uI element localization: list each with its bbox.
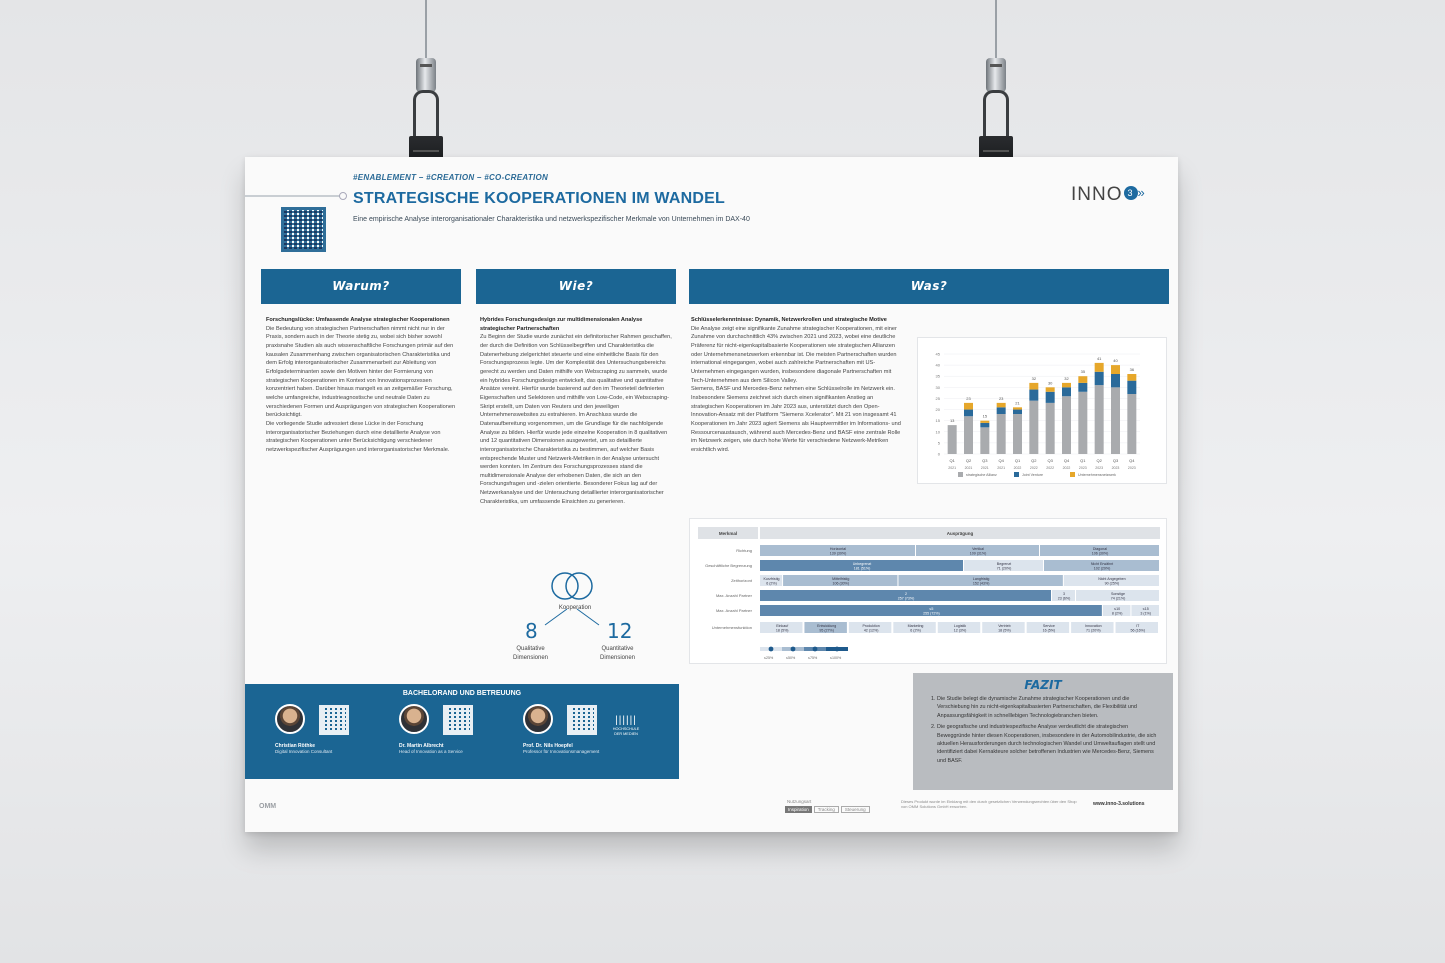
bar-joint-venture [1062,387,1071,396]
cell-label: 3 [1063,591,1065,596]
qr-code[interactable] [281,207,326,252]
cell-value: 257 (73%) [897,596,915,601]
total-label: 32 [1031,375,1037,381]
bar-joint-venture [1029,390,1038,401]
bar-strategische-allianz [1095,385,1104,454]
function-value: 16 (5%) [1042,628,1056,633]
warum-column [266,316,456,455]
was-paragraph-1: Die Analyse zeigt eine signifikante Zunahme strategischer Kooperationen, mit einer Zunahme von durchschnittlich 43% zwischen 2021 und 2023, wobei eine deutliche Präferenz für nicht-eigenkapitalbasierte Kooperationen wie strategischen Allianzen oder Unternehmensnetzwerken erkennbar ist. Die meisten Partnerschaften wurden international eingegangen, wobei auch zahlreiche Partnerschaften mit US-Unternehmen eingegangen wurden, insbesondere diagonale Partnerschaften mit Tech-Unternehmen aus dem Silicon Valley. [691,325,897,384]
bar-joint-venture [1127,381,1136,394]
y-tick-label: 45 [935,351,940,357]
qr-code[interactable] [567,705,597,735]
bar-joint-venture [1046,392,1055,403]
row-label: Geschäftliche Begrenzung [705,563,752,568]
legend-dot [835,647,840,652]
x-tick-year: 2023 [1078,466,1087,470]
cell-label: Kurzfristig [763,576,780,581]
inno3-logo: INNO 3 » [1071,184,1146,205]
y-tick-label: 10 [935,429,940,435]
x-tick-quarter: Q4 [1129,458,1135,463]
y-tick-label: 30 [935,384,940,390]
cell-value: 71 (20%) [996,566,1012,571]
bar-strategische-allianz [1111,387,1120,454]
qualitative-count: 8 [525,619,538,643]
row-label: Richtung [736,548,752,553]
total-label: 13 [949,418,955,424]
row-label: Zeithorizont [731,578,752,583]
bar-strategische-allianz [980,427,989,454]
total-label: 30 [1047,380,1053,386]
total-label: 23 [998,395,1004,401]
bar-unternehmensnetzwerk [1078,376,1087,383]
legend-label: ≤50% [786,656,796,660]
bar-strategische-allianz [1127,394,1136,454]
warum-paragraph-2: Die vorliegende Studie adressiert diese Lücke in der Forschung interorganisatorischer Beziehungen durch eine detaillierte Analyse von strategischen Kooperationen unter Berücksichtigung verschiedener netzwerkspezifischer Ausprägungen und interorganisatorischer Merkmale. [266,420,450,453]
function-label: IT [1136,623,1140,628]
warum-subheading: Forschungslücke: Umfassende Analyse strategischer Kooperationen [266,317,450,323]
supervisor-card [275,704,395,755]
header-merkmal-text: Merkmal [718,531,738,536]
bar-unternehmensnetzwerk [997,403,1006,407]
ring-right-icon [566,573,592,599]
legend-label: ≤75% [808,656,818,660]
cell-label: Vertikal [972,546,984,551]
bar-strategische-allianz [948,425,957,454]
quantitative-label: Quantitative Dimensionen [599,646,636,662]
cell-value: 109 (31%) [969,551,987,556]
y-tick-label: 0 [937,451,940,457]
banner-wie: Wie? [476,269,676,304]
function-label: Innovation [1085,623,1102,628]
legend-swatch [1070,472,1075,477]
bar-joint-venture [1013,410,1022,414]
legend-label: ≤25% [764,656,774,660]
function-value: 56 (16%) [1130,628,1146,633]
was-column [691,316,903,455]
function-value: 95 (27%) [819,628,834,633]
cell-value: 139 (39%) [829,551,847,556]
function-label: Produktion [862,623,880,628]
total-label: 36 [1129,367,1135,372]
legend-dot [769,647,774,652]
bar-unternehmensnetzwerk [1062,383,1071,387]
supervisor-card [399,704,519,755]
row-label: Max. Anzahl Partner [715,593,752,598]
total-label: 15 [982,413,988,419]
x-tick-quarter: Q1 [949,458,955,463]
legend-label: ≤100% [830,656,842,660]
fazit-item: 2. Die geografische und industriespezifische Analyse verdeutlicht die strategischen Beweggründe hinter diesen Kooperationen, insbesondere in der Automobilindustrie, die sich aktuellen Herausforderungen durch technologischen Wandel und Umweltauflagen stellt und identifiziert dabei Kernakteure solcher betroffenen Industrien wie Mercedes-Benz, Siemens und BASF. [937,723,1159,765]
cell-label: 2 [905,591,907,596]
omm-logo: OMM [259,803,277,810]
function-label: Vertrieb [998,623,1011,628]
header-line [245,195,341,197]
cell-value: 90 (25%) [1104,581,1120,586]
function-label: Entwicklung [817,623,837,628]
bar-unternehmensnetzwerk [1029,383,1038,390]
fazit-heading: FAZIT [1024,678,1062,692]
supervisor-name: Dr. Martin Albrecht [399,743,444,749]
cooperation-chart [917,337,1167,484]
bar-unternehmensnetzwerk [1013,407,1022,409]
total-label: 32 [1064,375,1069,381]
y-tick-label: 20 [935,407,940,413]
bar-unternehmensnetzwerk [1095,363,1104,372]
bar-joint-venture [980,423,989,427]
bar-unternehmensnetzwerk [1111,365,1120,374]
x-tick-quarter: Q1 [1014,458,1021,463]
cell-value: 23 (6%) [1057,596,1071,601]
function-value: 18 (5%) [775,628,789,633]
fazit-list [913,692,1173,765]
banner-warum: Warum? [261,269,461,304]
cell-label: Mittelfristig [832,576,850,581]
legend-swatch [1014,472,1019,477]
characteristics-table [689,518,1167,664]
cell-label: Nicht Angegeben [1098,576,1126,581]
cell-label: Unbegrenzt [852,561,872,566]
x-tick-quarter: Q4 [1063,458,1070,463]
ring-left-icon [552,573,578,599]
school-logo: |||||| HOCHSCHULE DER MEDIEN [612,715,640,736]
bar-strategische-allianz [997,414,1006,454]
total-label: 41 [1096,355,1102,361]
legend-dot [791,647,796,652]
cell-label: ≤5 [929,606,934,611]
x-tick-year: 2023 [1127,466,1136,470]
function-value: 42 (12%) [863,628,879,633]
wie-subheading: Hybrides Forschungsdesign zur multidimensionalen Analyse strategischer Partnerschaften [480,317,643,332]
x-tick-quarter: Q2 [1096,458,1102,463]
cell-value: 102 (29%) [1093,566,1111,571]
legend-dot [813,647,818,652]
avatar [399,704,429,734]
x-tick-quarter: Q3 [982,458,988,463]
x-tick-year: 2022 [1062,466,1071,470]
cell-value: 152 (43%) [972,581,990,586]
supervisor-name: Prof. Dr. Nils Hoepfel [523,743,573,749]
x-tick-year: 2022 [1046,466,1055,470]
cell-value: 6 (2%) [766,581,777,586]
usage-steuerung: Steuerung [841,806,870,813]
cell-label: ≤15 [1142,606,1149,611]
cell-value: 74 (21%) [1110,596,1126,601]
chart-svg [918,338,1168,485]
total-label: 23 [966,395,971,401]
x-tick-quarter: Q4 [998,458,1004,463]
qr-code[interactable] [443,705,473,735]
x-tick-quarter: Q1 [1080,458,1086,463]
bar-strategische-allianz [1013,414,1022,454]
cell-label: Horizontal [829,546,847,551]
x-tick-year: 2021 [980,466,989,470]
cell-label: Langfristig [972,576,990,581]
usage-inspiration: Inspiration [785,806,812,813]
cell-value: 181 (51%) [853,566,871,571]
cooperation-label: Kooperation [558,605,592,611]
supervisor-role: Digital Innovation Consultant [275,749,333,754]
cell-value: 106 (30%) [1091,551,1109,556]
wie-paragraph-1: Zu Beginn der Studie wurde zunächst ein definitorischer Rahmen geschaffen, der durch die Definition von Schlüsselbegriffen und Charakteristika die Datenerhebung zielgerichtet steuerte und eine einheitliche Basis für den Forschungsprozess legte. Um der Komplexität des Untersuchungsbereichs gerecht zu werden und Daten mithilfe von Webscraping zu sammeln, wurde ein hybrides Forschungsdesign entwickelt, das qualitative und quantitative Ansätze vereint. Hierfür wurde basierend auf den im Theorieteil definierten Eigenschaften und Selektoren und mithilfe von Low-Code, ein Webscraping-Skript erstellt, um Daten von Reuters und den jeweiligen Unternehmenswebsites zu extrahieren. Im Anschluss wurde die Datenaufbereitung vorgenommen, um die Grundlage für die nachfolgende Analyse zu bilden. Hierfür wurde jede einzelne Kooperation in 8 qualitativen und 12 quantitativen Dimensionen ausgewertet, um so detaillierte interorganisatorische Charakteristika zu bestimmen, auf welcher Basis entsprechende Muster und Netzwerk-Metriken in der Analyse untersucht werden konnten. Im Zentrum des Forschungsprozesses stand die multidimensionale Analyse der erhobenen Daten, die sich an den Forschungsfragen und -zielen orientierte. Besonderer Fokus lag auf der Netzwerkanalyse und der Untersuchung detaillierter interorganisatorischer Charakteristika, um umfassende Einsichten zu generieren. [480,334,672,505]
poster-subtitle: Eine empirische Analyse interorganisationaler Charakteristika und netzwerkspezifischer Merkmale von Unternehmen im DAX-40 [353,216,750,223]
bar-unternehmensnetzwerk [964,403,973,410]
bar-strategische-allianz [1078,392,1087,454]
bar-unternehmensnetzwerk [980,421,989,423]
function-value: 12 (3%) [953,628,967,633]
was-paragraph-2: Siemens, BASF und Mercedes-Benz nehmen eine Schlüsselrolle im Netzwerk ein. Insbesondere Siemens zeichnet sich durch einen signifikanten Anstieg an strategischen Kooperationen im Jahr 2023 aus, unterstützt durch den Open-Innovation-Ansatz mit der Plattform "Siemens Xcelerator". Mit 21 von insgesamt 41 Kooperationen im Jahr 2023 agiert Siemens als Hauptvermittler im Informations- und Ressourcenaustausch, während auch Mercedes-Benz und BASF eine zentrale Rolle im Netzwerk zeigen, wie durch hohe Werte für verschiedene Netzwerk-Metriken ersichtlich wird. [691,386,901,453]
fazit-box [913,673,1173,790]
row-label: Unternehmensfunktion [711,625,752,630]
total-label: 40 [1113,358,1118,364]
bar-joint-venture [1078,383,1087,392]
warum-paragraph-1: Die Bedeutung von strategischen Partnerschaften nimmt nicht nur in der Praxis, sondern auch in der Theorie stetig zu, wobei sich bisher sowohl praxisnahe Studien als auch wissenschaftliche Forschungen primär auf den kausalen Zusammenhang zwischen organisatorischen Charakteristika und dem Erfolg interorganisatorischer Zusammenarbeit zur Ableitung von Erfolgsdeterminanten sowie den Motiven hinter der Formierung von strategischen Kooperationen im Kontext von Innovationsprozessen konzentriert haben. Darüber hinaus mangelt es an zeitgemäßer Forschung, welche umfangreiche, industrieagnostische und neutrale Daten zu verschiedenen Formen und Ausprägungen von strategischen Kooperationen berücksichtigt. [266,325,456,419]
supervision-panel [245,684,679,779]
cell-value: 3 (1%) [1140,611,1152,616]
x-tick-year: 2022 [1013,466,1022,470]
poster-title: STRATEGISCHE KOOPERATIONEN IM WANDEL [353,190,725,207]
total-label: 35 [1080,369,1086,375]
bar-strategische-allianz [964,416,973,454]
usage-labels [785,806,870,813]
supervisor-name: Christian Röthke [275,743,316,749]
website-link[interactable]: www.inno-3.solutions [1093,801,1145,807]
supervision-title: BACHELORAND UND BETREUUNG [402,690,522,697]
avatar [523,704,553,734]
banner-was: Was? [689,269,1169,304]
bar-joint-venture [964,410,973,417]
cell-label: Diagonal [1092,546,1108,551]
legend-label: Joint Venture [1022,473,1043,477]
x-tick-year: 2022 [1029,466,1038,470]
quantitative-count: 12 [607,619,633,643]
nutzungsart-label: Nutzungsart [787,799,812,804]
x-tick-year: 2021 [997,466,1006,470]
function-value: 18 (5%) [998,628,1011,633]
bar-strategische-allianz [1029,401,1038,454]
x-tick-year: 2021 [948,466,957,470]
cell-label: Nicht Erwähnt [1090,561,1114,566]
y-tick-label: 40 [935,362,940,368]
legend-label: Unternehmensnetzwerk [1078,473,1116,477]
x-tick-quarter: Q2 [1031,458,1037,463]
bar-strategische-allianz [1062,396,1071,454]
cell-value: 255 (72%) [923,611,940,616]
x-tick-quarter: Q2 [965,458,972,463]
bar-joint-venture [1111,374,1120,387]
supervisor-role: Head of Innovation as a Service [399,749,463,754]
x-tick-year: 2021 [964,466,973,470]
footer [245,797,1178,825]
bar-joint-venture [997,407,1006,414]
y-tick-label: 35 [935,373,940,379]
rights-text: Dieses Produkt wurde im Einklang mit den durch gesetzlichen Verwendungsrechten über den Shop von OMM Solutions GmbH erworben. [901,799,1077,809]
function-label: Logistik [953,623,967,628]
wie-column [480,316,672,506]
avatar [275,704,305,734]
fazit-item: 1. Die Studie belegt die dynamische Zunahme strategischer Kooperationen und die Verschiebung hin zu nicht-eigenkapitalbasierten Partnerschaften, die Flexibilität und Anpassungsfähigkeit in schnelllebigen Technologiebranchen bieten. [937,695,1159,720]
cell-label: Sonstige [1111,591,1125,596]
bar-unternehmensnetzwerk [1046,387,1055,391]
x-tick-quarter: Q3 [1047,458,1053,463]
y-tick-label: 15 [935,418,940,424]
qualitative-label: Qualitative Dimensionen [512,646,549,662]
cell-label: Begrenzt [996,561,1012,566]
supervisor-role: Professor für Innovationsmanagement [523,749,600,754]
bar-unternehmensnetzwerk [1127,374,1136,381]
cell-value: 8 (2%) [1111,611,1123,616]
bar-strategische-allianz [1046,403,1055,454]
usage-tracking: Tracking [814,806,839,813]
hashtags: #ENABLEMENT – #CREATION – #CO-CREATION [353,173,549,182]
cell-label: ≤10 [1114,606,1121,611]
table-svg [690,519,1168,665]
poster [245,157,1178,832]
bar-joint-venture [1095,372,1104,385]
header-auspraegung-text: Ausprägung [946,531,974,536]
function-value: 71 (20%) [1086,628,1101,633]
cell-value: 106 (30%) [832,581,850,586]
function-label: Marketing [907,623,924,628]
legend-label: strategische Allianz [966,473,997,477]
legend-swatch [958,472,963,477]
qr-code[interactable] [319,705,349,735]
total-label: 21 [1015,400,1020,406]
x-tick-quarter: Q3 [1112,458,1119,463]
was-subheading: Schlüsselerkenntnisse: Dynamik, Netzwerkrollen und strategische Motive [691,317,887,323]
x-tick-year: 2023 [1111,466,1120,470]
function-label: Service [1042,623,1055,628]
y-tick-label: 25 [935,395,940,401]
function-value: 6 (2%) [910,628,921,633]
row-label: Max. Anzahl Partner [715,608,752,613]
y-tick-label: 5 [937,440,940,446]
function-label: Einkauf [776,623,789,628]
x-tick-year: 2023 [1095,466,1104,470]
